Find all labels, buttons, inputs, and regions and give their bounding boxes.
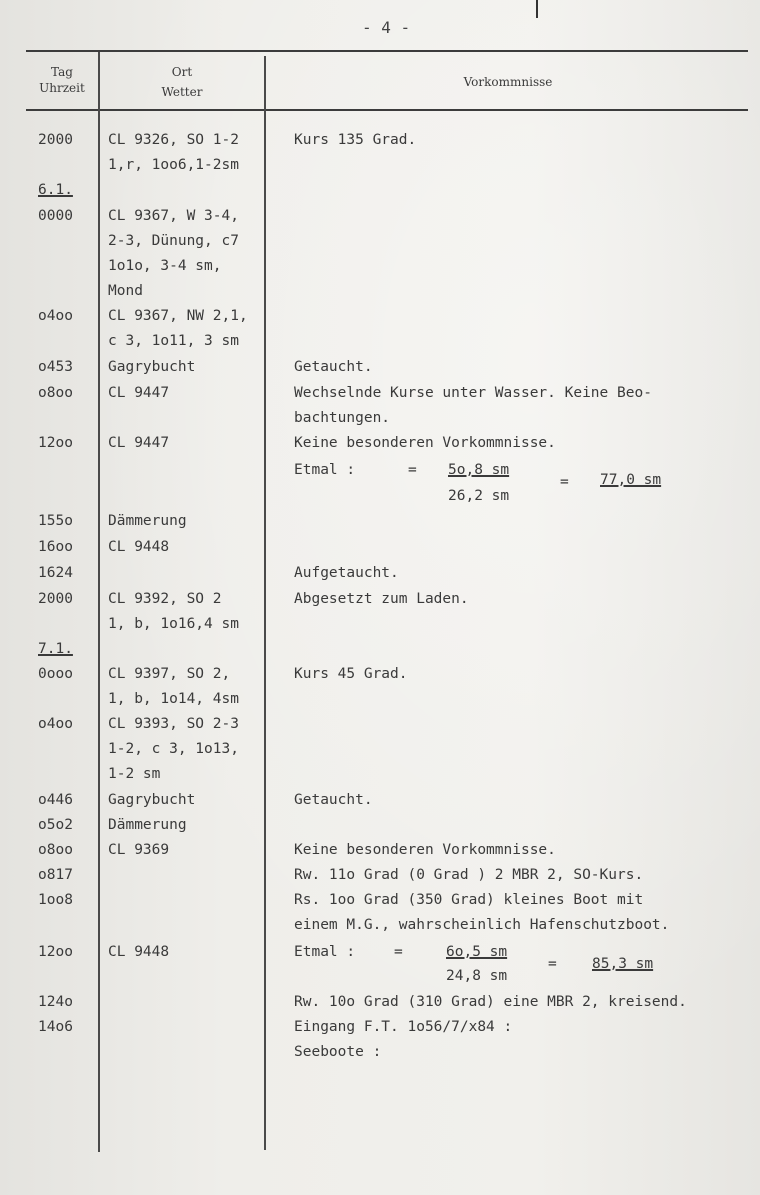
etmal-denominator: 26,2 sm [448,488,510,504]
row-event: Kurs 45 Grad. [294,666,408,682]
etmal-equals: = [394,944,403,960]
row-time: 2000 [38,132,73,148]
etmal-label: Etmal : [294,462,356,478]
row-time: 1624 [38,565,73,581]
top-edge-mark [536,0,538,18]
row-time: 0ooo [38,666,73,682]
etmal-equals-2: = [560,474,569,490]
header-uhrzeit-label: Uhrzeit [39,81,85,95]
row-time: o453 [38,359,73,375]
header-tag-label: Tag [51,65,73,79]
page-number: - 4 - [362,18,411,37]
header-ort-label: Ort [171,65,193,79]
row-time: 16oo [38,539,73,555]
row-event: Rs. 1oo Grad (350 Grad) kleines Boot mit einem M.G., wahrscheinlich Hafenschutzboot. [294,892,670,933]
date-label: 7.1. [38,641,73,657]
row-time: o4oo [38,308,73,324]
etmal-equals: = [408,462,417,478]
row-event: Abgesetzt zum Laden. [294,591,469,607]
etmal-equals-2: = [548,956,557,972]
date-label: 6.1. [38,182,73,198]
row-time: 2000 [38,591,73,607]
header-wetter-label: Wetter [161,85,203,99]
row-event: Getaucht. [294,792,373,808]
row-place: CL 9447 [108,385,170,401]
row-event: Keine besonderen Vorkommnisse. [294,435,556,451]
row-time: o5o2 [38,817,73,833]
row-place: CL 9367, W 3-4, 2-3, Dünung, c7 1o1o, 3-4 sm, Mond [108,208,239,299]
etmal-label: Etmal : [294,944,356,960]
row-time: 0000 [38,208,73,224]
row-event: Rw. 11o Grad (0 Grad ) 2 MBR 2, SO-Kurs. [294,867,644,883]
row-event: Eingang F.T. 1o56/7/x84 : Seeboote : [294,1019,513,1060]
row-place: CL 9448 [108,944,170,960]
header-vorkommnisse [268,72,748,92]
row-time: 12oo [38,944,73,960]
row-place: CL 9392, SO 2 1, b, 1o16,4 sm [108,591,239,632]
row-event: Wechselnde Kurse unter Wasser. Keine Beo- bachtungen. [294,385,652,426]
row-place: CL 9397, SO 2, 1, b, 1o14, 4sm [108,666,239,707]
row-time: o817 [38,867,73,883]
etmal-denominator: 24,8 sm [446,968,508,984]
row-time: 1oo8 [38,892,73,908]
row-place: CL 9367, NW 2,1, c 3, 1o11, 3 sm [108,308,248,349]
etmal-total: 77,0 sm [600,472,662,488]
row-place: CL 9447 [108,435,170,451]
row-time: 14o6 [38,1019,73,1035]
table-top-rule [26,50,748,52]
row-time: 124o [38,994,73,1010]
header-bottom-rule [26,109,748,111]
row-place: Dämmerung [108,513,187,529]
etmal-total: 85,3 sm [592,956,654,972]
row-place: Gagrybucht [108,359,196,375]
row-time: 155o [38,513,73,529]
header-vorkommnisse-label: Vorkommnisse [463,75,553,89]
row-event: Keine besonderen Vorkommnisse. [294,842,556,858]
row-place: CL 9326, SO 1-2 1,r, 1oo6,1-2sm [108,132,239,173]
row-place: Dämmerung [108,817,187,833]
row-place: CL 9393, SO 2-3 1-2, c 3, 1o13, 1-2 sm [108,716,239,782]
row-event: Kurs 135 Grad. [294,132,417,148]
row-time: o8oo [38,385,73,401]
etmal-numerator: 5o,8 sm [448,462,510,478]
row-event: Aufgetaucht. [294,565,399,581]
header-tag [30,62,94,98]
row-time: 12oo [38,435,73,451]
row-time: o446 [38,792,73,808]
etmal-numerator: 6o,5 sm [446,944,508,960]
row-time: o8oo [38,842,73,858]
row-place: CL 9448 [108,539,170,555]
row-event: Rw. 10o Grad (310 Grad) eine MBR 2, kreisend. [294,994,687,1010]
header-ort [102,62,262,102]
row-event: Getaucht. [294,359,373,375]
column-divider-1 [98,52,100,1152]
row-time: o4oo [38,716,73,732]
row-place: Gagrybucht [108,792,196,808]
row-place: CL 9369 [108,842,170,858]
